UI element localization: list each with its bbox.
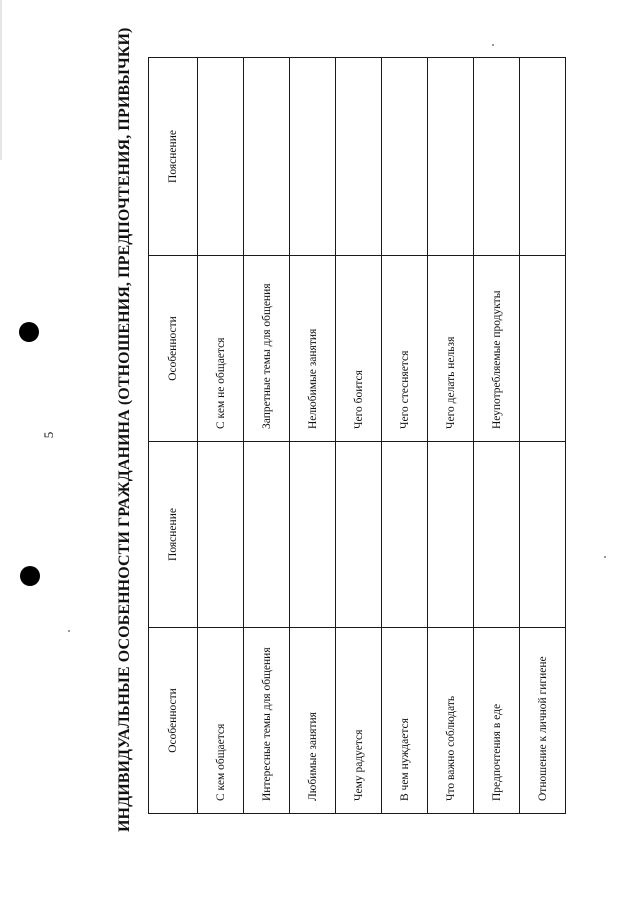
feature-cell: Нелюбимые занятия (290, 256, 336, 442)
feature-cell: С кем общается (198, 628, 244, 814)
feature-cell: Чего делать нельзя (428, 256, 474, 442)
explanation-cell[interactable] (520, 58, 566, 256)
header-features-left: Особенности (149, 628, 198, 814)
explanation-cell[interactable] (198, 442, 244, 628)
feature-cell (520, 256, 566, 442)
table-row (290, 58, 336, 814)
page-number: 5 (41, 431, 56, 439)
explanation-cell[interactable] (382, 442, 428, 628)
scan-speck (0, 0, 2, 160)
explanation-cell[interactable] (428, 442, 474, 628)
table-row (382, 58, 428, 814)
explanation-cell[interactable] (198, 58, 244, 256)
feature-cell: Любимые занятия (290, 628, 336, 814)
explanation-cell[interactable] (474, 58, 520, 256)
scan-speck (492, 44, 494, 46)
table-row (474, 58, 520, 814)
table-row (198, 58, 244, 814)
feature-cell: Отношение к личной гигиене (520, 628, 566, 814)
feature-cell: Чего боится (336, 256, 382, 442)
explanation-cell[interactable] (244, 442, 290, 628)
explanation-cell[interactable] (382, 58, 428, 256)
feature-cell: Запретные темы для общения (244, 256, 290, 442)
explanation-cell[interactable] (474, 442, 520, 628)
header-explanation-left: Пояснение (149, 442, 198, 628)
explanation-cell[interactable] (520, 442, 566, 628)
punch-hole-bottom (20, 566, 40, 586)
explanation-cell[interactable] (336, 58, 382, 256)
punch-hole-top (19, 322, 39, 342)
feature-cell: Неупотребляемые продукты (474, 256, 520, 442)
table-row (336, 58, 382, 814)
explanation-cell[interactable] (290, 442, 336, 628)
table-row (244, 58, 290, 814)
scan-speck (604, 556, 606, 558)
feature-cell: С кем не общается (198, 256, 244, 442)
table-header-row (149, 58, 198, 814)
header-explanation-right: Пояснение (149, 58, 198, 256)
explanation-cell[interactable] (244, 58, 290, 256)
feature-cell: Что важно соблюдать (428, 628, 474, 814)
preferences-table-container (148, 58, 550, 814)
page-title: ИНДИВИДУАЛЬНЫЕ ОСОБЕННОСТИ ГРАЖДАНИНА (ОТНОШЕНИЯ, ПРЕДПОЧТЕНИЯ, ПРИВЫЧКИ) (116, 27, 133, 832)
feature-cell: В чем нуждается (382, 628, 428, 814)
header-features-right: Особенности (149, 256, 198, 442)
scan-speck (68, 630, 70, 632)
feature-cell: Предпочтения в еде (474, 628, 520, 814)
table-row (520, 58, 566, 814)
preferences-table (148, 57, 566, 814)
feature-cell: Чего стесняется (382, 256, 428, 442)
feature-cell: Интересные темы для общения (244, 628, 290, 814)
explanation-cell[interactable] (336, 442, 382, 628)
explanation-cell[interactable] (290, 58, 336, 256)
table-row (428, 58, 474, 814)
feature-cell: Чему радуется (336, 628, 382, 814)
explanation-cell[interactable] (428, 58, 474, 256)
